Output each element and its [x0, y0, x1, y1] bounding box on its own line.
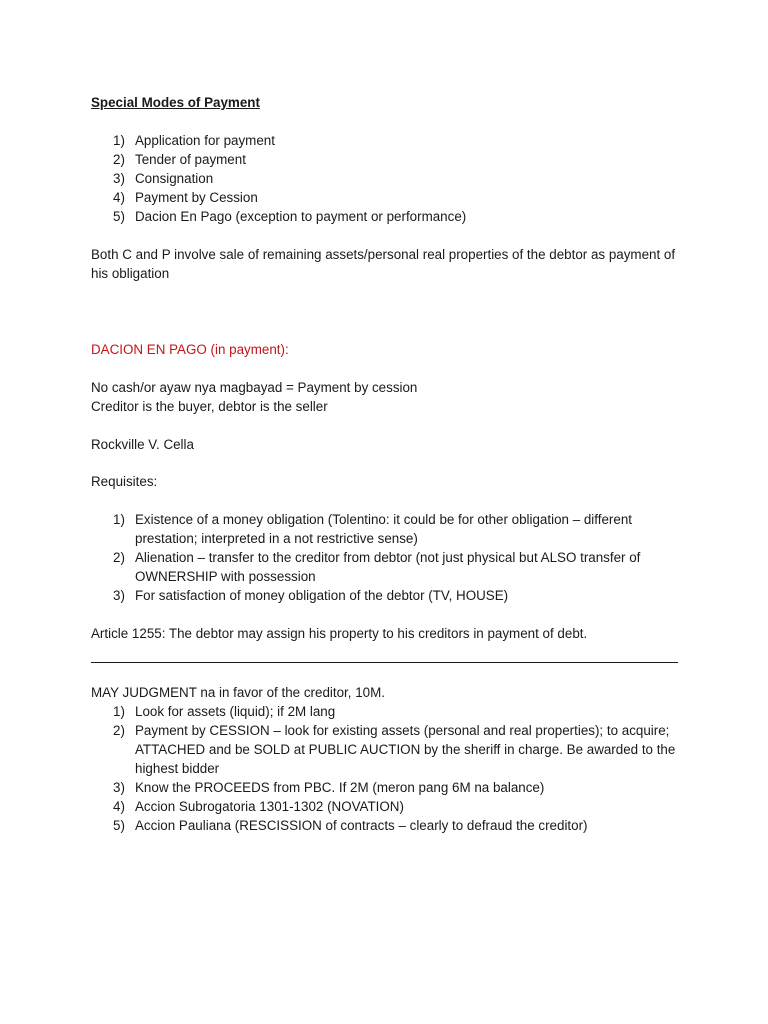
list-text: Existence of a money obligation (Tolentino: it could be for other obligation – different prestation; interpreted in a not restrictive sense) — [135, 512, 633, 546]
list-item — [91, 797, 691, 816]
dacion-line-1: No cash/or ayaw nya magbayad = Payment by cession — [91, 380, 418, 395]
list-item — [91, 510, 691, 548]
list-item — [91, 169, 691, 188]
list-number: 3) — [113, 171, 125, 186]
modes-list — [91, 131, 691, 226]
list-number: 3) — [113, 780, 125, 795]
list-number: 2) — [113, 152, 125, 167]
list-text: Dacion En Pago (exception to payment or performance) — [135, 209, 467, 224]
list-number: 4) — [113, 190, 125, 205]
list-number: 2) — [113, 550, 125, 565]
list-text: Look for assets (liquid); if 2M lang — [135, 704, 336, 719]
article-1255: Article 1255: The debtor may assign his property to his creditors in payment of debt. — [91, 626, 588, 641]
list-number: 4) — [113, 799, 125, 814]
list-text: Accion Pauliana (RESCISSION of contracts – clearly to defraud the creditor) — [135, 818, 588, 833]
judgment-steps-list — [91, 702, 691, 835]
list-item — [91, 721, 691, 778]
page-title: Special Modes of Payment — [91, 95, 260, 110]
requisites-list — [91, 510, 691, 605]
list-text: Accion Subrogatoria 1301-1302 (NOVATION) — [135, 799, 404, 814]
list-text: Application for payment — [135, 133, 275, 148]
list-item — [91, 150, 691, 169]
list-text: Consignation — [135, 171, 214, 186]
list-item — [91, 188, 691, 207]
list-item — [91, 548, 691, 586]
list-item — [91, 778, 691, 797]
list-text: Payment by CESSION – look for existing assets (personal and real properties); to acquire; ATTACHED and be SOLD at PUBLIC AUCTION by the sheriff in charge. Be awarded to the highest bidder — [135, 723, 676, 776]
list-item — [91, 586, 691, 605]
list-text: Alienation – transfer to the creditor from debtor (not just physical but ALSO transfer of OWNERSHIP with possession — [135, 550, 641, 584]
dacion-heading: DACION EN PAGO (in payment): — [91, 342, 289, 357]
requisites-label: Requisites: — [91, 474, 158, 489]
list-number: 1) — [113, 512, 125, 527]
list-number: 1) — [113, 133, 125, 148]
horizontal-divider — [91, 662, 678, 663]
list-number: 5) — [113, 818, 125, 833]
cession-note: Both C and P involve sale of remaining assets/personal real properties of the debtor as payment of his obligation — [91, 247, 679, 281]
judgment-intro: MAY JUDGMENT na in favor of the creditor, 10M. — [91, 685, 385, 700]
list-number: 1) — [113, 704, 125, 719]
list-item — [91, 816, 691, 835]
case-name: Rockville V. Cella — [91, 437, 194, 452]
list-number: 2) — [113, 723, 125, 738]
dacion-line-2: Creditor is the buyer, debtor is the seller — [91, 399, 328, 414]
list-item — [91, 207, 691, 226]
list-text: For satisfaction of money obligation of the debtor (TV, HOUSE) — [135, 588, 509, 603]
list-number: 3) — [113, 588, 125, 603]
list-text: Tender of payment — [135, 152, 246, 167]
list-item — [91, 131, 691, 150]
list-text: Know the PROCEEDS from PBC. If 2M (meron pang 6M na balance) — [135, 780, 545, 795]
list-item — [91, 702, 691, 721]
list-number: 5) — [113, 209, 125, 224]
list-text: Payment by Cession — [135, 190, 258, 205]
